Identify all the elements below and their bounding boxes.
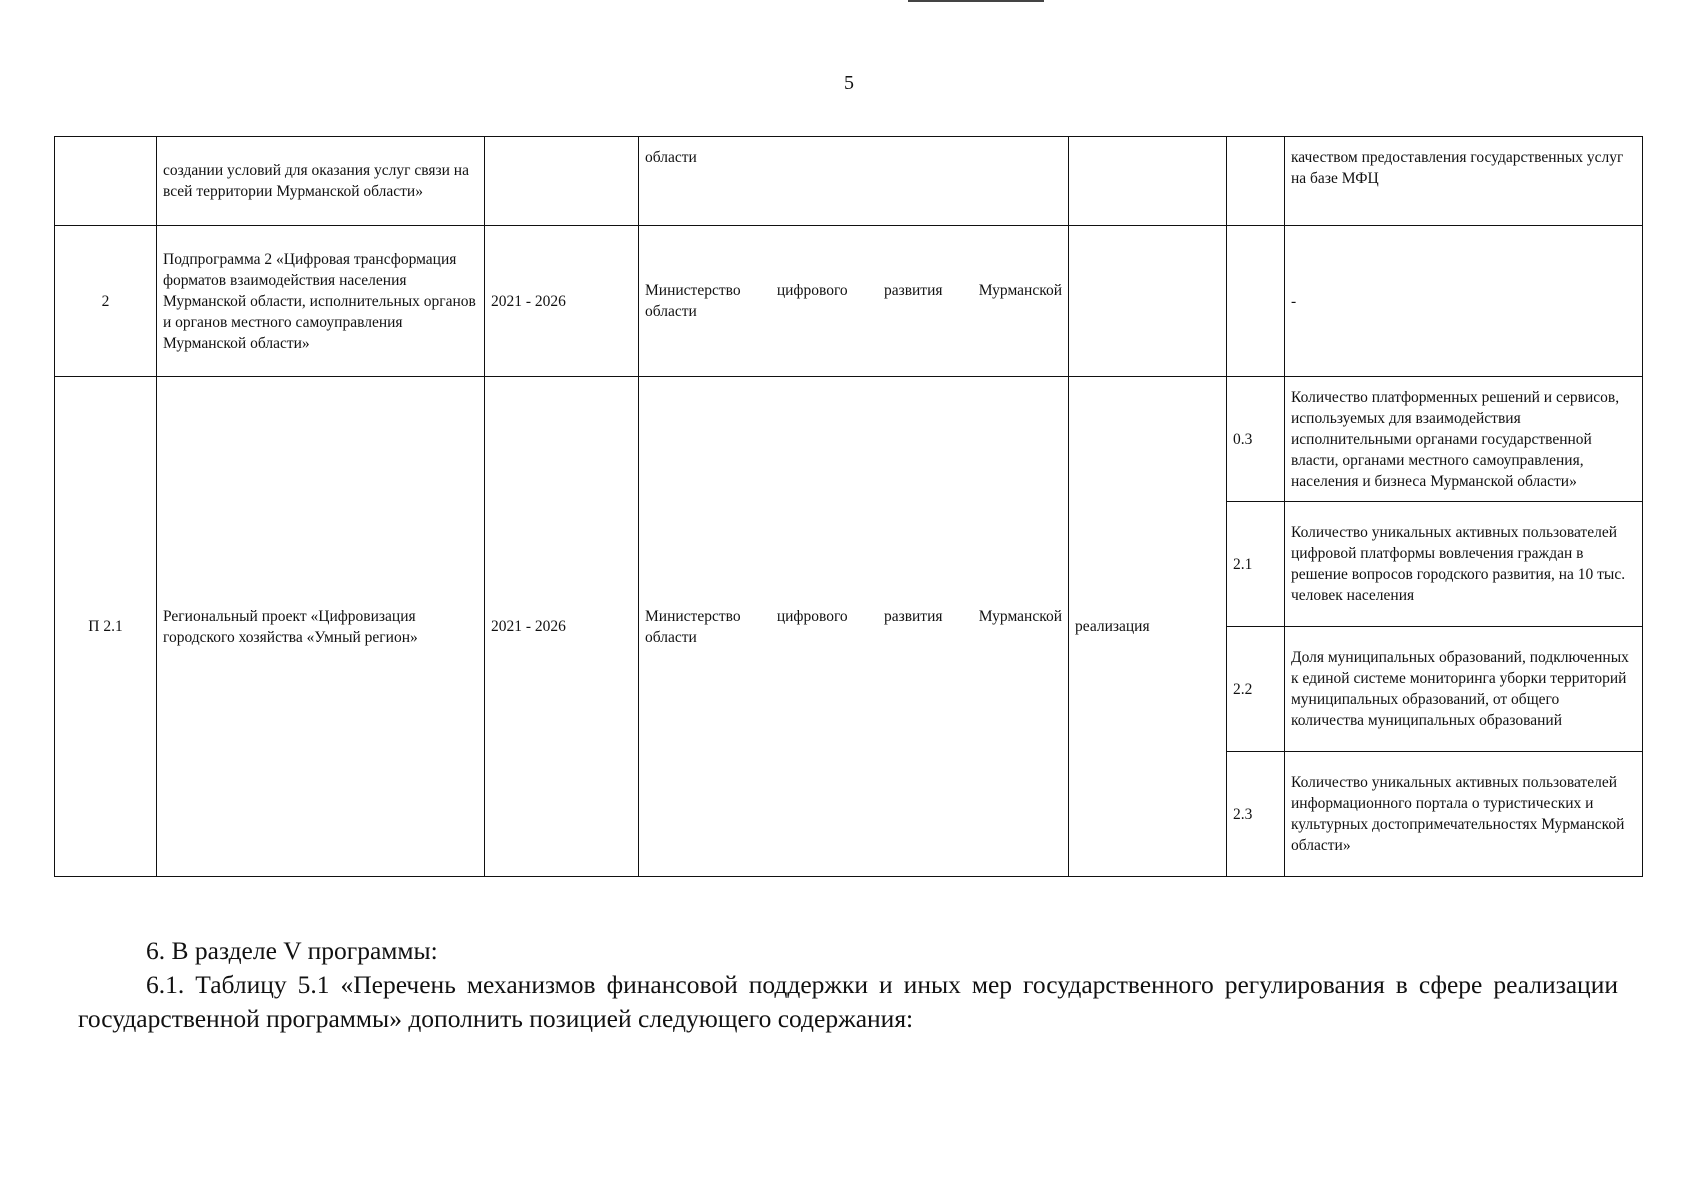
row-number-cell: 2 <box>55 226 157 377</box>
indicator-text-cell: Количество уникальных активных пользователей информационного портала о туристических и культурных достопримечательностях Мурманской области» <box>1285 752 1643 877</box>
indicator-text-cell: Количество платформенных решений и сервисов, используемых для взаимодействия исполнительными органами государственной власти, органами местного самоуправления, населения и бизнеса Мурманской области» <box>1285 377 1643 502</box>
top-rule <box>908 0 1044 2</box>
indicator-code-cell <box>1227 137 1285 226</box>
row-period-cell: 2021 - 2026 <box>485 226 639 377</box>
indicator-code-cell <box>1227 226 1285 377</box>
row-name-cell: Региональный проект «Цифровизация городского хозяйства «Умный регион» <box>157 377 485 877</box>
indicator-code-cell: 2.3 <box>1227 752 1285 877</box>
row-executor-cell: области <box>639 137 1069 226</box>
page-number: 5 <box>844 72 854 94</box>
indicator-code-cell: 2.2 <box>1227 627 1285 752</box>
body-paragraph: 6.1. Таблицу 5.1 «Перечень механизмов финансовой поддержки и иных мер государственного регулирования в сфере реализации государственной программы» дополнить позицией следующего содержания: <box>78 970 1618 1033</box>
row-name-cell: создании условий для оказания услуг связи на всей территории Мурманской области» <box>157 137 485 226</box>
indicator-code-cell: 0.3 <box>1227 377 1285 502</box>
indicator-text-cell: - <box>1285 226 1643 377</box>
row-name-cell: Подпрограмма 2 «Цифровая трансформация форматов взаимодействия населения Мурманской области, исполнительных органов и органов местного самоуправления Мурманской области» <box>157 226 485 377</box>
executor-line: Министерство цифрового развития Мурманской <box>645 607 1062 625</box>
program-table <box>54 136 1643 877</box>
executor-line-last: области <box>645 303 697 320</box>
row-status-cell <box>1069 226 1227 377</box>
indicator-text-cell: качеством предоставления государственных услуг на базе МФЦ <box>1285 137 1643 226</box>
table-row <box>55 226 1643 377</box>
row-executor-cell <box>639 226 1069 377</box>
table-row <box>55 137 1643 226</box>
indicator-code-cell: 2.1 <box>1227 502 1285 627</box>
row-period-cell: 2021 - 2026 <box>485 377 639 877</box>
row-number-cell: П 2.1 <box>55 377 157 877</box>
row-period-cell <box>485 137 639 226</box>
row-status-cell <box>1069 137 1227 226</box>
row-number-cell <box>55 137 157 226</box>
indicator-text-cell: Количество уникальных активных пользователей цифровой платформы вовлечения граждан в решение вопросов городского развития, на 10 тыс. человек населения <box>1285 502 1643 627</box>
table-row <box>55 377 1643 502</box>
indicator-text-cell: Доля муниципальных образований, подключенных к единой системе мониторинга уборки территорий муниципальных образований, от общего количества муниципальных образований <box>1285 627 1643 752</box>
section-heading: 6. В разделе V программы: <box>146 936 438 965</box>
executor-line: Министерство цифрового развития Мурманской <box>645 282 1062 299</box>
executor-line-last: области <box>645 628 697 646</box>
row-executor-cell <box>639 377 1069 877</box>
row-status-cell: реализация <box>1069 377 1227 877</box>
